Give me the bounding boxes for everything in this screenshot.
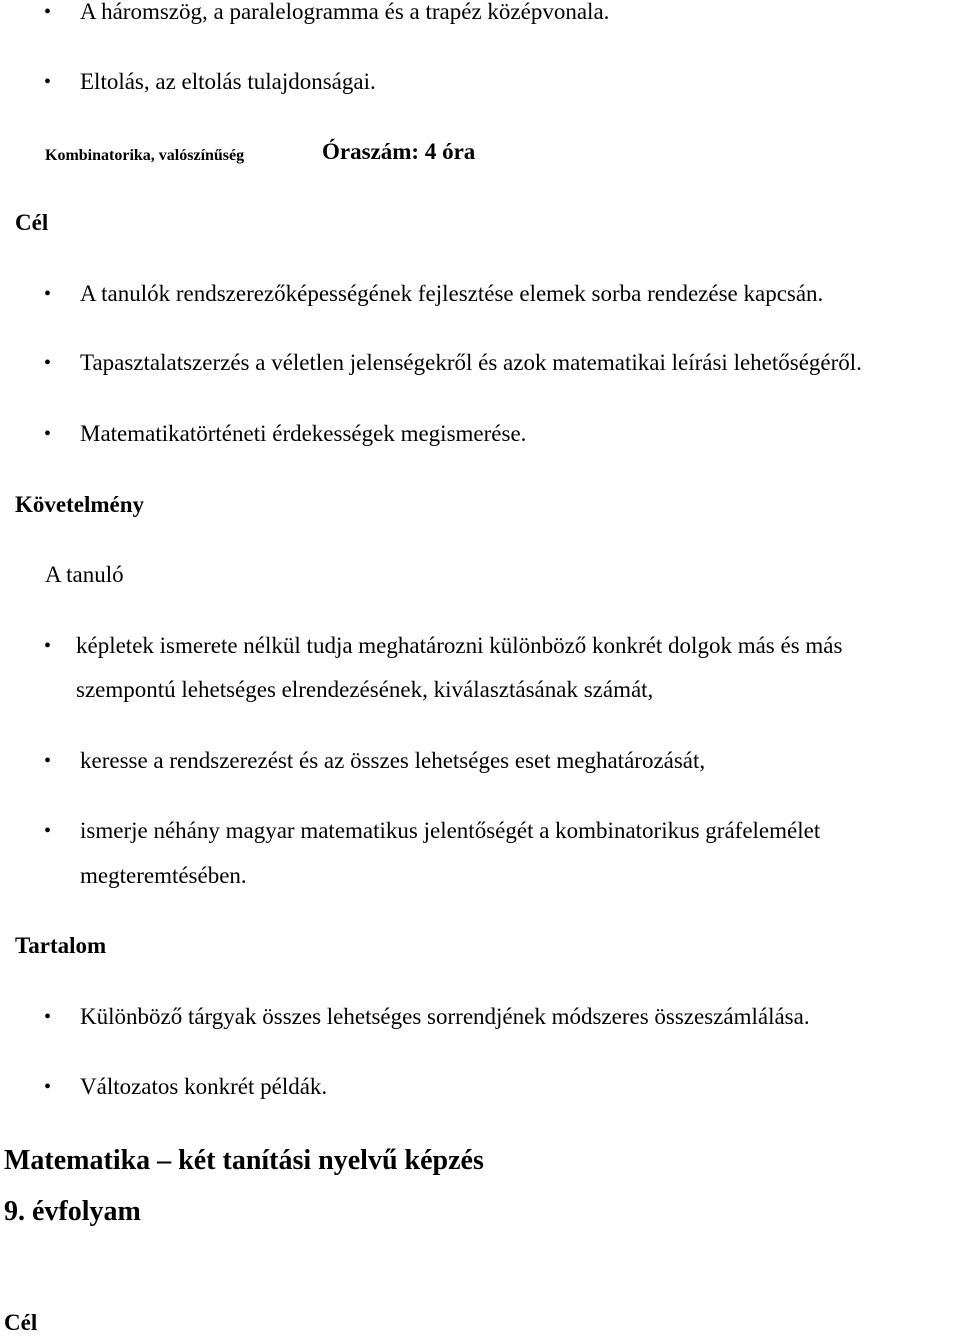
bullet-marker: • xyxy=(44,820,52,842)
list-item: A háromszög, a paralelogramma és a trapéz középvonala. xyxy=(80,0,610,24)
bullet-marker: • xyxy=(44,1006,52,1028)
section-heading-cel: Cél xyxy=(15,210,49,235)
bullet-marker: • xyxy=(44,750,52,772)
list-item: A tanulók rendszerezőképességének fejlesztése elemek sorba rendezése kapcsán. xyxy=(80,281,824,306)
list-item: keresse a rendszerezést és az összes lehetséges eset meghatározását, xyxy=(80,748,706,773)
topic-title: Kombinatorika, valószínűség xyxy=(45,147,245,164)
bullet-marker: • xyxy=(44,423,52,445)
bullet-marker: • xyxy=(44,283,52,305)
list-item: Matematikatörténeti érdekességek megismerése. xyxy=(80,421,527,446)
list-item: Különböző tárgyak összes lehetséges sorrendjének módszeres összeszámlálása. xyxy=(80,1004,810,1029)
list-item: Tapasztalatszerzés a véletlen jelenségekről és azok matematikai leírási lehetőségéről. xyxy=(80,350,862,375)
bullet-marker: • xyxy=(44,635,52,657)
bullet-marker: • xyxy=(44,71,52,93)
bullet-marker: • xyxy=(44,352,52,374)
section-heading-cel-2: Cél xyxy=(4,1310,38,1335)
bullet-marker: • xyxy=(44,1,52,23)
list-item: képletek ismerete nélkül tudja meghatározni különböző konkrét dolgok más és más xyxy=(76,633,843,658)
section-heading-tartalom: Tartalom xyxy=(15,933,107,958)
list-item: ismerje néhány magyar matematikus jelentőségét a kombinatorikus gráfelemélet xyxy=(80,818,821,843)
section-heading-kovetelmeny: Követelmény xyxy=(15,492,145,517)
intro-text: A tanuló xyxy=(45,562,124,587)
bullet-marker: • xyxy=(44,1076,52,1098)
list-item-continuation: megteremtésében. xyxy=(80,863,247,888)
list-item: Eltolás, az eltolás tulajdonságai. xyxy=(80,69,376,94)
hours-label: Óraszám: 4 óra xyxy=(322,139,476,164)
list-item: Változatos konkrét példák. xyxy=(80,1074,328,1099)
document-title: Matematika – két tanítási nyelvű képzés xyxy=(4,1145,484,1176)
list-item-continuation: szempontú lehetséges elrendezésének, kiválasztásának számát, xyxy=(76,677,654,702)
grade-label: 9. évfolyam xyxy=(4,1196,141,1227)
